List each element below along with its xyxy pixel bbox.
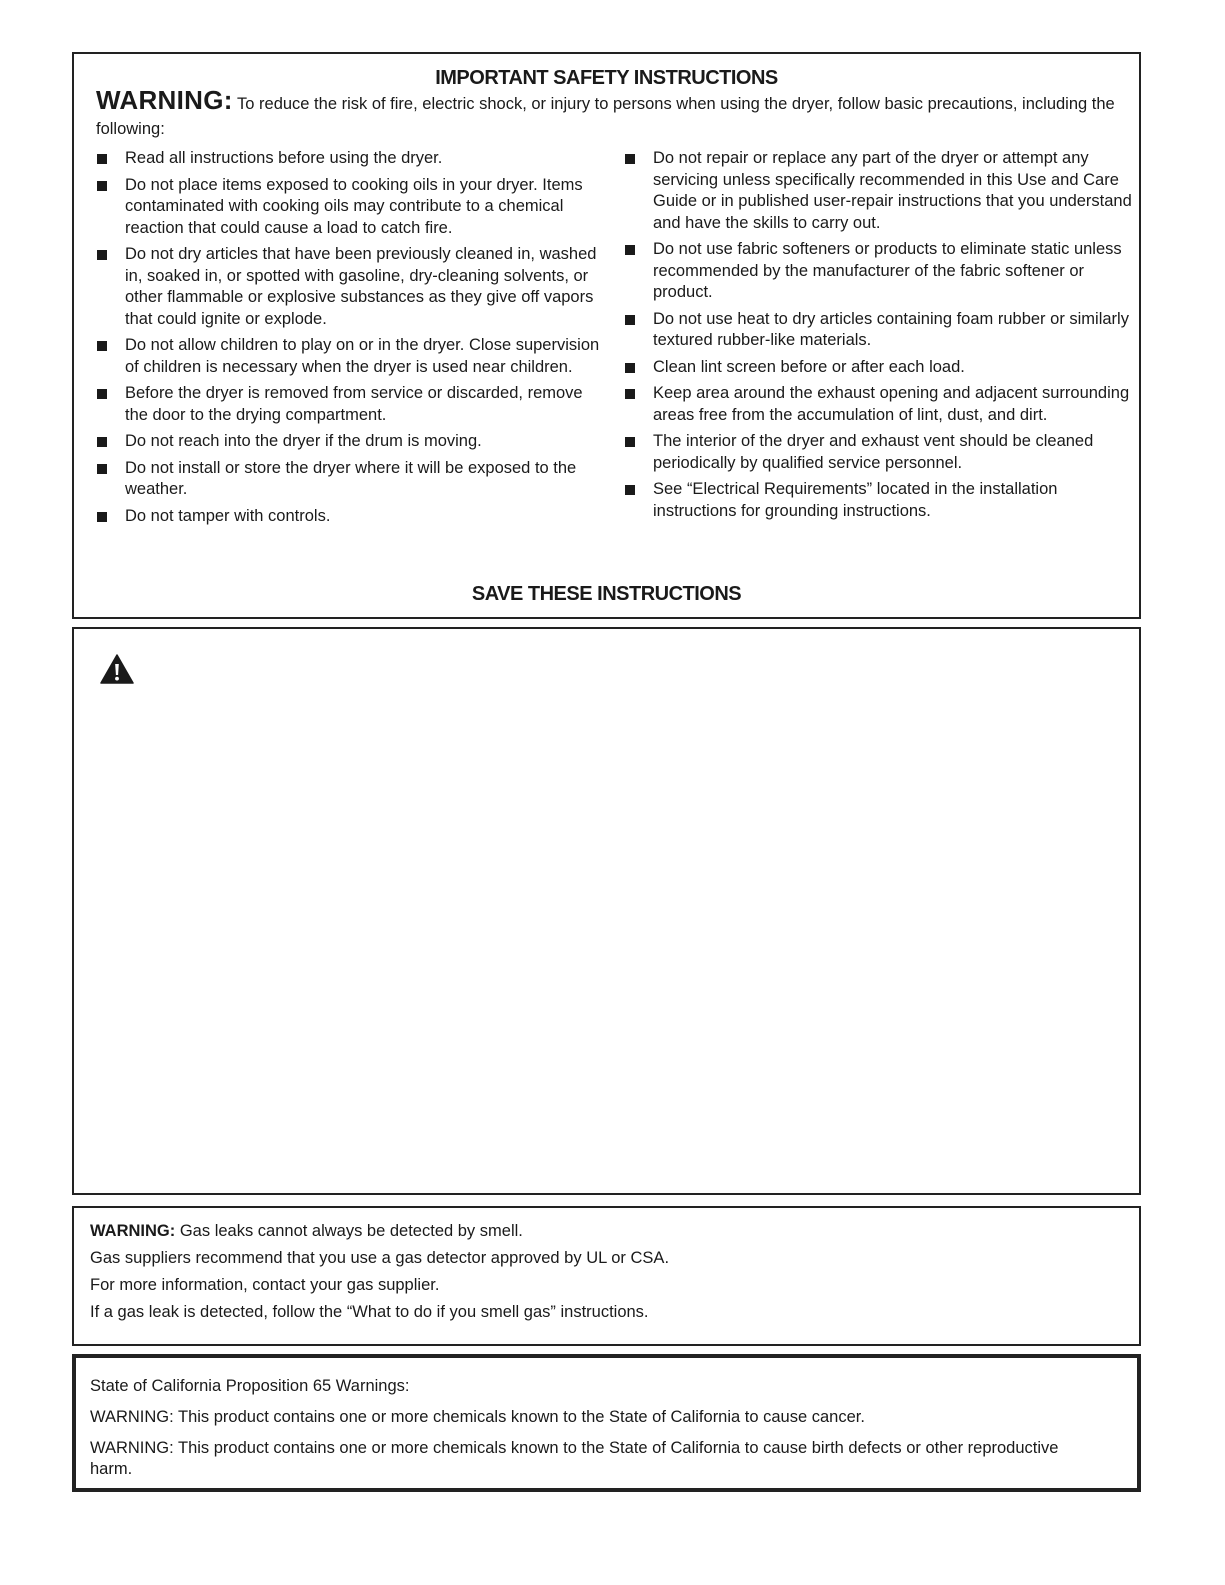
square-bullet-icon [97, 250, 107, 260]
list-item: Do not reach into the dryer if the drum is moving. [96, 431, 606, 453]
list-item: See “Electrical Requirements” located in the installation instructions for grounding instructions. [624, 479, 1139, 522]
right-instruction-list [624, 148, 1139, 527]
warning-triangle-icon [100, 654, 134, 684]
list-item: Do not repair or replace any part of the dryer or attempt any servicing unless specifically recommended in this Use and Care Guide or in published user-repair instructions that you understand and have the skills to carry out. [624, 148, 1139, 234]
list-item: Do not allow children to play on or in the dryer. Close supervision of children is necessary when the dryer is used near children. [96, 335, 606, 378]
square-bullet-icon [625, 315, 635, 325]
list-item: Do not use heat to dry articles containing foam rubber or similarly textured rubber-like materials. [624, 309, 1139, 352]
gas-warning-line: Gas suppliers recommend that you use a gas detector approved by UL or CSA. [90, 1249, 670, 1267]
safety-instructions-box [72, 52, 1141, 619]
square-bullet-icon [625, 363, 635, 373]
list-item: Keep area around the exhaust opening and adjacent surrounding areas free from the accumulation of lint, dust, and dirt. [624, 383, 1139, 426]
gas-leak-warning-box [72, 1206, 1141, 1346]
hazard-warning-box [72, 627, 1141, 1195]
square-bullet-icon [97, 512, 107, 522]
save-instructions-title: SAVE THESE INSTRUCTIONS [471, 583, 742, 605]
square-bullet-icon [625, 245, 635, 255]
square-bullet-icon [625, 485, 635, 495]
gas-warning-line: WARNING: Gas leaks cannot always be detected by smell. [90, 1222, 523, 1240]
gas-warning-line: If a gas leak is detected, follow the “What to do if you smell gas” instructions. [90, 1303, 649, 1321]
list-item: Do not dry articles that have been previously cleaned in, washed in, soaked in, or spotted with gasoline, dry-cleaning solvents, or other flammable or explosive substances as they give off vapors that could ignite or explode. [96, 244, 606, 330]
prop65-warning-box [72, 1354, 1141, 1492]
square-bullet-icon [97, 341, 107, 351]
square-bullet-icon [625, 389, 635, 399]
warning-intro [96, 85, 1131, 142]
square-bullet-icon [97, 437, 107, 447]
list-item: Clean lint screen before or after each load. [624, 357, 1139, 379]
list-item: Before the dryer is removed from service or discarded, remove the door to the drying compartment. [96, 383, 606, 426]
warning-intro-text: To reduce the risk of fire, electric shock, or injury to persons when using the dryer, follow basic precautions, including the following: [96, 95, 1115, 138]
list-item: Do not tamper with controls. [96, 506, 606, 528]
safety-title: IMPORTANT SAFETY INSTRUCTIONS [435, 67, 778, 89]
square-bullet-icon [625, 437, 635, 447]
square-bullet-icon [625, 154, 635, 164]
warning-label: WARNING: [96, 85, 233, 115]
left-instruction-list [96, 148, 606, 532]
list-item: The interior of the dryer and exhaust vent should be cleaned periodically by qualified service personnel. [624, 431, 1139, 474]
list-item: Do not place items exposed to cooking oils in your dryer. Items contaminated with cooking oils may contribute to a chemical reaction that could cause a load to catch fire. [96, 175, 606, 240]
square-bullet-icon [97, 464, 107, 474]
square-bullet-icon [97, 389, 107, 399]
list-item: Do not install or store the dryer where it will be exposed to the weather. [96, 458, 606, 501]
prop65-heading: State of California Proposition 65 Warnings: [90, 1377, 410, 1395]
square-bullet-icon [97, 154, 107, 164]
prop65-warning-birth-defects: WARNING: This product contains one or more chemicals known to the State of California to cause birth defects or other reproductive harm. [90, 1439, 1059, 1478]
square-bullet-icon [97, 181, 107, 191]
list-item: Read all instructions before using the dryer. [96, 148, 606, 170]
gas-warning-line: For more information, contact your gas supplier. [90, 1276, 440, 1294]
list-item: Do not use fabric softeners or products to eliminate static unless recommended by the manufacturer of the fabric softener or product. [624, 239, 1139, 304]
gas-warning-label: WARNING: [90, 1222, 176, 1240]
prop65-warning-cancer: WARNING: This product contains one or more chemicals known to the State of California to cause cancer. [90, 1408, 865, 1426]
